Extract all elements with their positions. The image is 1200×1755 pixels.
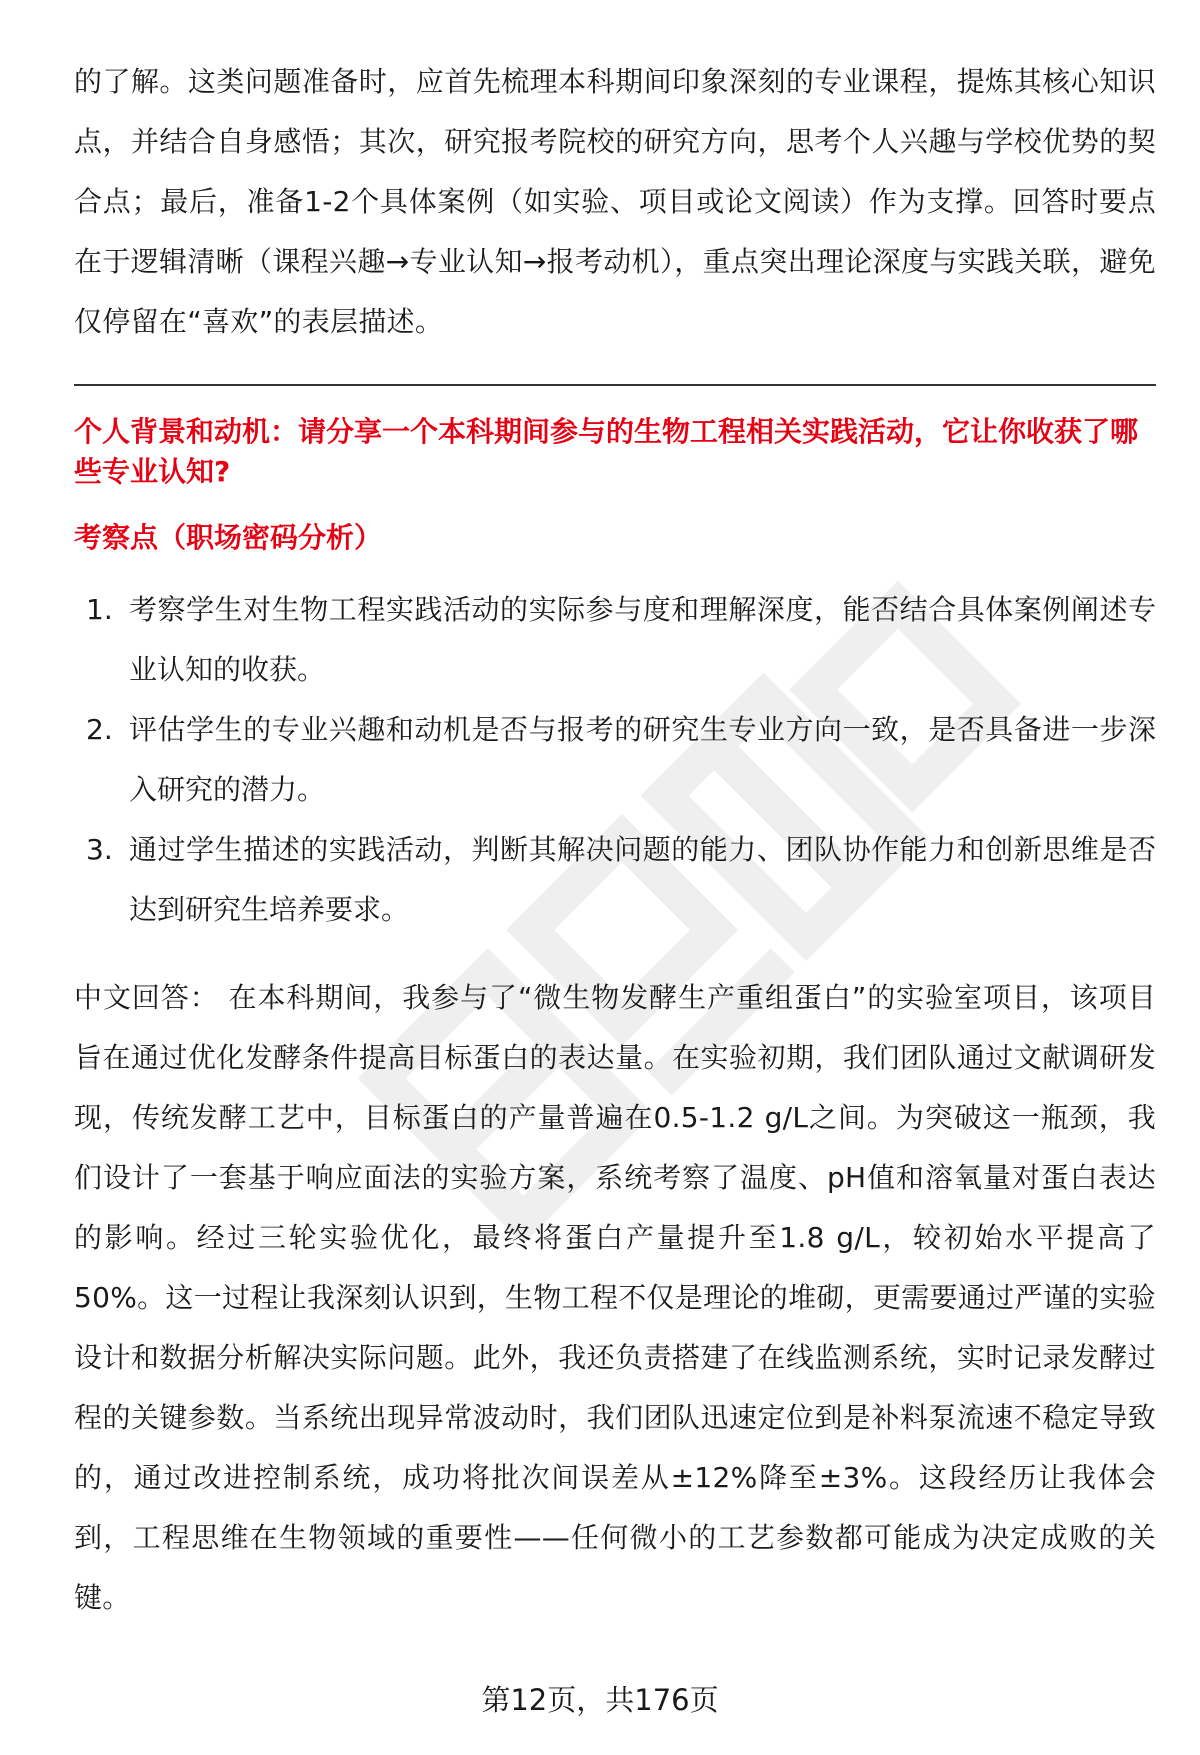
list-item — [74, 700, 1156, 820]
list-item-number: 1. — [86, 593, 113, 626]
page-number-footer: 第12页，共176页 — [481, 1683, 719, 1717]
list-item-number: 3. — [86, 833, 113, 866]
list-item-text: 考察学生对生物工程实践活动的实际参与度和理解深度，能否结合具体案例阐述专业认知的收获。 — [129, 593, 1156, 686]
list-item — [74, 820, 1156, 940]
list-item-text: 评估学生的专业兴趣和动机是否与报考的研究生专业方向一致，是否具备进一步深入研究的潜力。 — [129, 713, 1156, 806]
intro-paragraph: 的了解。这类问题准备时，应首先梳理本科期间印象深刻的专业课程，提炼其核心知识点，并结合自身感悟；其次，研究报考院校的研究方向，思考个人兴趣与学校优势的契合点；最后，准备1-2个具体案例（如实验、项目或论文阅读）作为支撑。回答时要点在于逻辑清晰（课程兴趣→专业认知→报考动机），重点突出理论深度与实践关联，避免仅停留在“喜欢”的表层描述。 — [74, 65, 1156, 338]
page-content — [74, 52, 1156, 1628]
list-item-number: 2. — [86, 713, 113, 746]
list-item-text: 通过学生描述的实践活动，判断其解决问题的能力、团队协作能力和创新思维是否达到研究生培养要求。 — [129, 833, 1156, 926]
answer-paragraph: 中文回答： 在本科期间，我参与了“微生物发酵生产重组蛋白”的实验室项目，该项目旨在通过优化发酵条件提高目标蛋白的表达量。在实验初期，我们团队通过文献调研发现，传统发酵工艺中，目标蛋白的产量普遍在0.5-1.2 g/L之间。为突破这一瓶颈，我们设计了一套基于响应面法的实验方案，系统考察了温度、pH值和溶氧量对蛋白表达的影响。经过三轮实验优化，最终将蛋白产量提升至1.8 g/L，较初始水平提高了50%。这一过程让我深刻认识到，生物工程不仅是理论的堆砌，更需要通过严谨的实验设计和数据分析解决实际问题。此外，我还负责搭建了在线监测系统，实时记录发酵过程的关键参数。当系统出现异常波动时，我们团队迅速定位到是补料泵流速不稳定导致的，通过改进控制系统，成功将批次间误差从±12%降至±3%。这段经历让我体会到，工程思维在生物领域的重要性——任何微小的工艺参数都可能成为决定成败的关键。 — [74, 981, 1156, 1614]
question-heading: 个人背景和动机：请分享一个本科期间参与的生物工程相关实践活动，它让你收获了哪些专业认知? — [74, 415, 1139, 488]
evaluation-points-list — [74, 580, 1156, 940]
section-divider — [74, 384, 1156, 386]
list-item — [74, 580, 1156, 700]
section-title: 考察点（职场密码分析） — [74, 521, 383, 554]
